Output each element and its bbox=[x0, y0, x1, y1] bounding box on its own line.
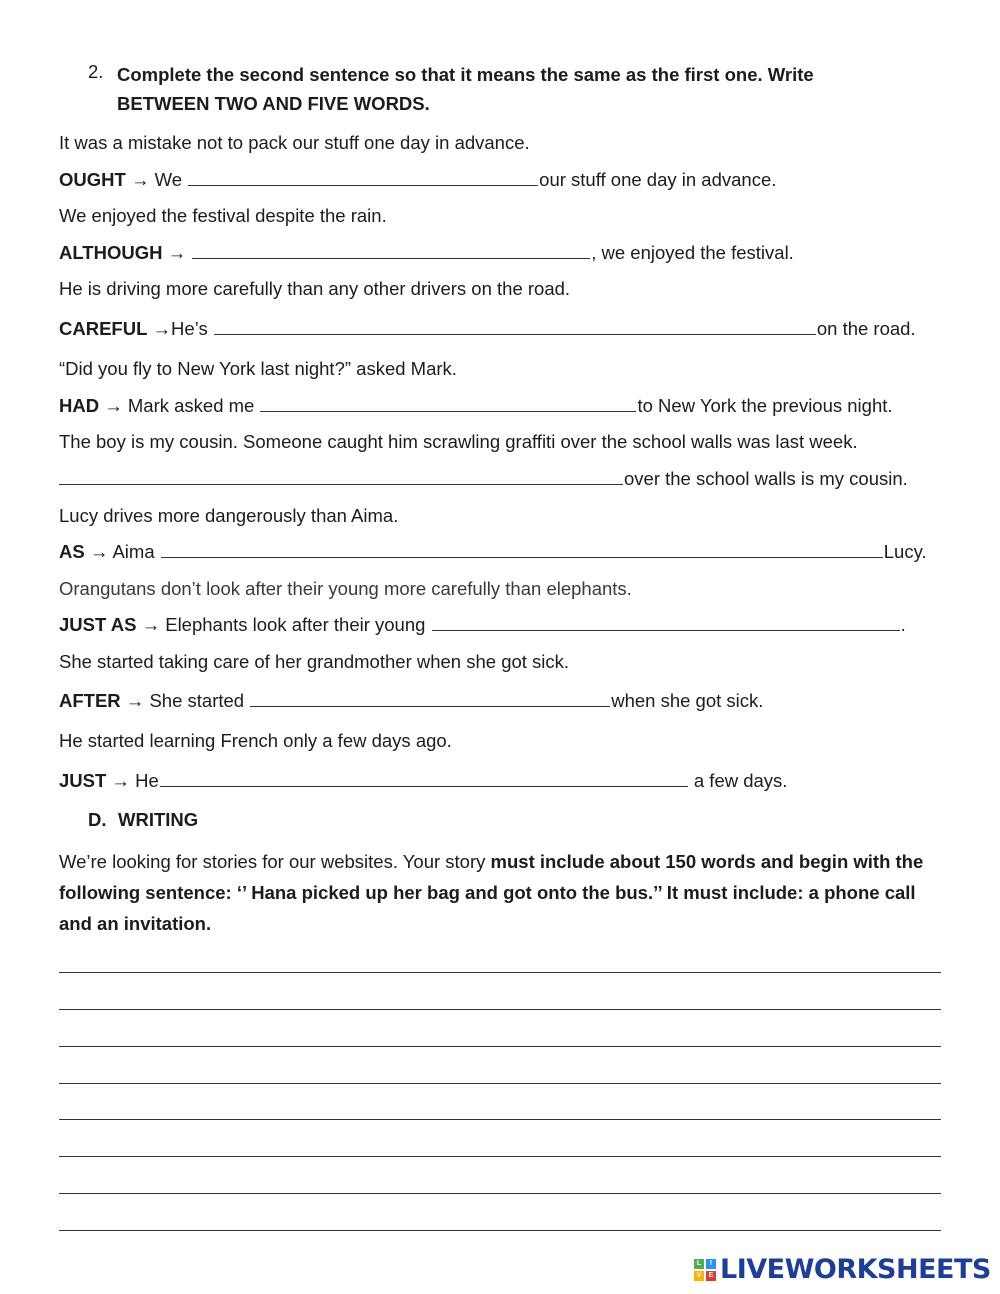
logo-text: LIVEWORKSHEETS bbox=[720, 1254, 991, 1285]
suffix-text: . bbox=[900, 614, 906, 635]
original-sentence-4: “Did you fly to New York last night?” asked Mark. bbox=[59, 358, 457, 379]
keyword: HAD bbox=[59, 395, 100, 416]
arrow: → bbox=[84, 541, 113, 562]
keyword: CAREFUL bbox=[59, 318, 148, 339]
keyword: JUST AS bbox=[59, 614, 137, 635]
keyword: OUGHT bbox=[59, 169, 126, 190]
suffix-text: when she got sick. bbox=[611, 690, 764, 711]
keyword: AFTER bbox=[59, 690, 121, 711]
original-sentence-2: We enjoyed the festival despite the rain. bbox=[59, 205, 387, 226]
writing-line-8[interactable] bbox=[59, 1230, 941, 1231]
answer-blank-9[interactable] bbox=[160, 770, 688, 787]
arrow: → bbox=[106, 770, 136, 791]
original-sentence-3: He is driving more carefully than any other drivers on the road. bbox=[59, 278, 571, 299]
rewrite-line-1 bbox=[59, 168, 776, 192]
answer-blank-1[interactable] bbox=[188, 169, 538, 186]
keyword: ALTHOUGH bbox=[59, 242, 163, 263]
original-sentence-5: The boy is my cousin. Someone caught him scrawling graffiti over the school walls was last week. bbox=[59, 431, 858, 452]
prefix-text: Aima bbox=[112, 541, 160, 562]
arrow: → bbox=[120, 690, 150, 711]
rewrite-line-2 bbox=[59, 241, 794, 265]
prefix-text: Mark asked me bbox=[127, 395, 260, 416]
writing-line-2[interactable] bbox=[59, 1009, 941, 1010]
original-sentence-1: It was a mistake not to pack our stuff one day in advance. bbox=[59, 132, 530, 153]
original-sentence-6: Lucy drives more dangerously than Aima. bbox=[59, 505, 399, 526]
logo-tile: L bbox=[694, 1259, 704, 1269]
writing-line-7[interactable] bbox=[59, 1193, 941, 1194]
prefix-text: He bbox=[135, 770, 159, 791]
section-title: WRITING bbox=[118, 809, 199, 830]
writing-line-4[interactable] bbox=[59, 1083, 941, 1084]
original-sentence-8: She started taking care of her grandmother when she got sick. bbox=[59, 651, 570, 672]
section-heading bbox=[88, 808, 198, 832]
writing-line-3[interactable] bbox=[59, 1046, 941, 1047]
arrow: → bbox=[99, 395, 128, 416]
suffix-text: a few days. bbox=[688, 770, 788, 791]
original-sentence-7: Orangutans don’t look after their young more carefully than elephants. bbox=[59, 578, 632, 599]
answer-blank-8[interactable] bbox=[250, 690, 610, 707]
question-number: 2. bbox=[88, 61, 104, 82]
prefix-text: She started bbox=[149, 690, 250, 711]
question-instruction: Complete the second sentence so that it means the same as the first one. Write BETWEEN TWO AND FIVE WORDS. bbox=[117, 64, 814, 114]
arrow: → bbox=[136, 614, 166, 635]
rewrite-line-9 bbox=[59, 769, 787, 793]
answer-blank-3[interactable] bbox=[214, 318, 816, 335]
writing-line-1[interactable] bbox=[59, 972, 941, 973]
rewrite-line-5 bbox=[59, 467, 908, 491]
prefix-text: Elephants look after their young bbox=[165, 614, 431, 635]
prefix-text: We bbox=[154, 169, 188, 190]
logo-tile: E bbox=[706, 1271, 716, 1281]
writing-line-6[interactable] bbox=[59, 1156, 941, 1157]
suffix-text: our stuff one day in advance. bbox=[539, 169, 777, 190]
writing-prompt-plain: We’re looking for stories for our websites. Your story bbox=[59, 851, 491, 872]
suffix-text: Lucy. bbox=[883, 541, 927, 562]
rewrite-line-6 bbox=[59, 540, 927, 564]
suffix-text: to New York the previous night. bbox=[637, 395, 893, 416]
answer-blank-6[interactable] bbox=[161, 541, 883, 558]
rewrite-line-4 bbox=[59, 394, 893, 418]
original-sentence-9: He started learning French only a few days ago. bbox=[59, 730, 452, 751]
logo-tiles-icon bbox=[694, 1259, 716, 1281]
rewrite-line-7 bbox=[59, 613, 906, 637]
keyword: JUST bbox=[59, 770, 107, 791]
writing-prompt-bold: must include about 150 words and begin with the following sentence: ‘’ Hana picked up her bag and got onto the bus.’’ It must include: a phone call and an invitation. bbox=[59, 851, 924, 934]
rewrite-line-3 bbox=[59, 317, 916, 341]
logo-tile: V bbox=[694, 1271, 704, 1281]
writing-prompt bbox=[59, 846, 939, 939]
suffix-text: on the road. bbox=[816, 318, 916, 339]
writing-line-5[interactable] bbox=[59, 1119, 941, 1120]
prefix-text: He’s bbox=[171, 318, 213, 339]
keyword: AS bbox=[59, 541, 85, 562]
rewrite-line-8 bbox=[59, 689, 763, 713]
answer-blank-4[interactable] bbox=[260, 395, 636, 412]
answer-blank-2[interactable] bbox=[192, 242, 590, 259]
arrow: → bbox=[162, 242, 192, 263]
section-letter: D. bbox=[88, 809, 107, 830]
answer-blank-5[interactable] bbox=[59, 468, 623, 485]
logo-tile: I bbox=[706, 1259, 716, 1269]
suffix-text: , we enjoyed the festival. bbox=[591, 242, 794, 263]
arrow: → bbox=[147, 318, 172, 339]
arrow: → bbox=[125, 169, 155, 190]
suffix-text: over the school walls is my cousin. bbox=[624, 468, 908, 489]
answer-blank-7[interactable] bbox=[432, 614, 900, 631]
liveworksheets-logo bbox=[694, 1254, 991, 1285]
